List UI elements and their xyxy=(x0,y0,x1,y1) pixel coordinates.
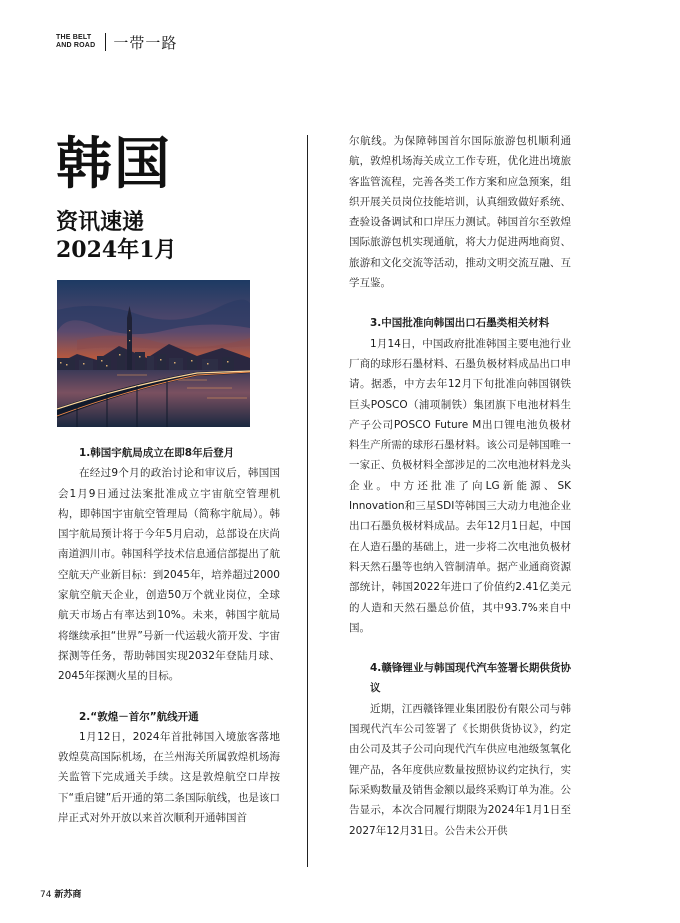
subtitle-line-1: 资讯速递 xyxy=(56,209,145,235)
section-body-3: 1月14日，中国政府批准韩国主要电池行业厂商的球形石墨材料、石墨负极材料成品出口申请。据悉，中方去年12月下旬批准向韩国钢铁巨头POSCO（浦项制铁）集团旗下电池材料生产子公司POSCO Future M出口锂电池负极材料生产所需的球形石墨材料。该公司是韩国唯一一家正、负极材料全部涉足的二次电池材料龙头企业。中方还批准了向LG新能源、SK Innovation和三星SDI等韩国三大动力电池企业出口石墨负极材料成品。去年12月1日起，中国在人造石墨的基础上，进一步将二次电池负极材料天然石墨等也纳入管制清单。据产业通商资源部统计，韩国2022年进口了价值约2.41亿美元的人造和天然石墨总价值，其中93.7%来自中国。 xyxy=(349,337,571,634)
page-footer xyxy=(40,887,81,900)
section-gap xyxy=(349,293,571,313)
right-column xyxy=(349,131,571,841)
section-gap xyxy=(58,687,280,707)
city-skyline-photo xyxy=(57,280,250,427)
brand-line-1: THE BELT xyxy=(56,34,92,41)
section-body-2-part-2: 尔航线。为保障韩国首尔国际旅游包机顺利通航，敦煌机场海关成立工作专班，优化进出境旅客监管流程，完善各类工作方案和应急预案，组织开展关员岗位技能培训，认真细致做好系统、查验设备调试和口岸压力测试。韩国首尔至敦煌国际旅游包机实现通航，将大力促进两地商贸、旅游和文化交流等活动，推动文明交流互融、互学互鉴。 xyxy=(349,135,571,290)
page-header xyxy=(56,31,177,53)
country-title: 韩国 xyxy=(56,131,172,197)
section-body-2-part-1: 1月12日，2024年首批韩国入境旅客落地敦煌莫高国际机场，在兰州海关所属敦煌机场海关监管下完成通关手续。这是敦煌航空口岸按下“重启键”后开通的第二条国际航线，也是该口岸正式对外开放以来首次顺利开通韩国首 xyxy=(58,730,280,825)
article-subtitle xyxy=(56,208,177,264)
belt-and-road-brand xyxy=(56,34,95,50)
left-column xyxy=(58,443,280,828)
section-gap xyxy=(349,638,571,658)
section-title: 一带一路 xyxy=(113,33,178,52)
section-body-1: 在经过9个月的政治讨论和审议后，韩国国会1月9日通过法案批准成立宇宙航空管理机构，即韩国宇宙航空管理局（简称宇航局）。韩国宇航局预计将于今年5月启动，总部设在庆尚南道泗川市。韩国科学技术信息通信部提出了航空航天产业新目标：到2045年，培养超过2000家航空航天企业，创造50万个就业岗位，全球航天市场占有率达到10%。未来，韩国宇航局将继续承担“世界”号新一代运载火箭开发、宇宙探测等任务，帮助韩国实现2032年登陆月球、2045年探测火星的目标。 xyxy=(58,467,280,683)
section-heading-3: 3.中国批准向韩国出口石墨类相关材料 xyxy=(370,317,550,330)
page-number: 74 xyxy=(40,890,52,900)
section-body-4: 近期，江西赣锋锂业集团股份有限公司与韩国现代汽车公司签署了《长期供货协议》，约定由公司及其子公司向现代汽车供应电池级氢氧化锂产品，各年度供应数量按照协议约定执行，实际采购数量及销售金额以最终采购订单为准。公告显示，本次合同履行期限为2024年1月1日至2027年12月31日。公告未公开供 xyxy=(349,702,571,837)
section-heading-4: 4.赣锋锂业与韩国现代汽车签署长期供货协议 xyxy=(370,662,571,695)
magazine-name: 新苏商 xyxy=(54,890,82,900)
subtitle-line-2: 2024年1月 xyxy=(56,237,177,263)
brand-line-2: AND ROAD xyxy=(56,42,96,49)
column-divider xyxy=(307,135,308,867)
section-heading-2: 2.“敦煌－首尔”航线开通 xyxy=(79,710,199,723)
section-heading-1: 1.韩国宇航局成立在即8年后登月 xyxy=(79,447,235,459)
header-divider xyxy=(105,33,106,51)
